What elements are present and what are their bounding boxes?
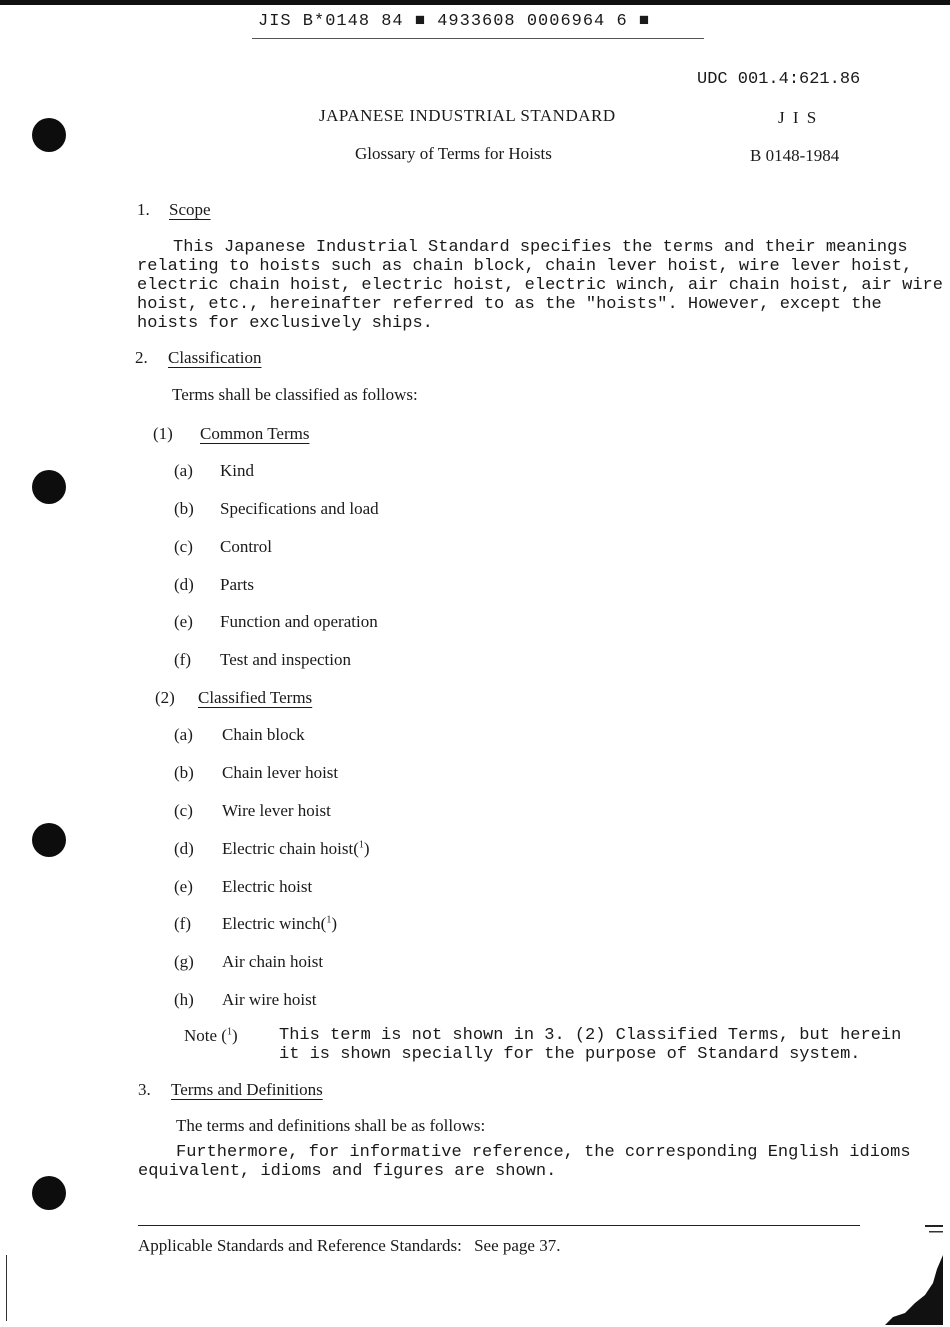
section-3-heading: Terms and Definitions — [171, 1080, 323, 1099]
section-2-number: 2. — [135, 348, 148, 367]
list-item-label: Chain block — [222, 725, 305, 744]
punch-hole — [32, 823, 66, 857]
group-2-heading: Classified Terms — [198, 688, 313, 707]
list-item-label-text: Electric chain hoist( — [222, 839, 359, 858]
list-item-letter: (b) — [174, 499, 194, 518]
group-2-number: (2) — [155, 688, 175, 707]
list-item-letter: (d) — [174, 575, 194, 594]
list-item-letter: (a) — [174, 461, 193, 480]
list-item-label: Function and operation — [220, 612, 378, 631]
list-item-letter: (d) — [174, 839, 194, 858]
standard-title: JAPANESE INDUSTRIAL STANDARD — [319, 106, 616, 125]
footer-reference — [138, 1236, 560, 1256]
header-code: JIS B*0148 84 ■ 4933608 0006964 6 ■ — [258, 12, 651, 31]
list-item-letter: (h) — [174, 990, 194, 1009]
header-code-underline — [252, 38, 704, 39]
note-line: it is shown specially for the purpose of Standard system. — [279, 1045, 861, 1064]
note-line: This term is not shown in 3. (2) Classified Terms, but herein — [279, 1026, 902, 1045]
document-number: B 0148-1984 — [750, 146, 840, 165]
section-2-heading: Classification — [168, 348, 262, 367]
terms-line: equivalent, idioms and figures are shown. — [138, 1162, 557, 1181]
list-item-label: Test and inspection — [220, 650, 352, 669]
list-item-label: Air wire hoist — [222, 990, 317, 1009]
list-item-label — [222, 839, 370, 859]
scope-line: This Japanese Industrial Standard specifies the terms and their meanings — [173, 238, 908, 257]
scan-corner-smudge — [885, 1225, 945, 1325]
scan-edge-line — [6, 1255, 7, 1321]
jis-mark: J I S — [778, 108, 819, 127]
section-1-heading: Scope — [169, 200, 211, 219]
list-item-letter: (c) — [174, 537, 193, 556]
list-item-letter: (c) — [174, 801, 193, 820]
section-1-number: 1. — [137, 200, 150, 219]
list-item-label — [222, 914, 337, 934]
terms-intro: The terms and definitions shall be as follows: — [176, 1116, 486, 1135]
list-item-label-text: Electric winch( — [222, 914, 327, 933]
note-label-text: Note ( — [184, 1026, 227, 1045]
list-item-label: Control — [220, 537, 272, 556]
list-item-letter: (b) — [174, 763, 194, 782]
terms-line: Furthermore, for informative reference, the corresponding English idioms — [176, 1143, 911, 1162]
classification-intro: Terms shall be classified as follows: — [172, 385, 418, 404]
scope-line: electric chain hoist, electric hoist, electric winch, air chain hoist, air wire — [137, 276, 943, 295]
footer-rule — [138, 1225, 860, 1226]
footnote-marker: 1 — [358, 839, 364, 851]
punch-hole — [32, 1176, 66, 1210]
list-item-label: Specifications and load — [220, 499, 379, 518]
scope-line: relating to hoists such as chain block, chain lever hoist, wire lever hoist, — [137, 257, 913, 276]
list-item-letter: (e) — [174, 877, 193, 896]
scan-top-border — [0, 0, 950, 5]
punch-hole — [32, 118, 66, 152]
list-item-label-close: ) — [331, 914, 337, 933]
note-marker: 1 — [226, 1026, 232, 1038]
note-label — [184, 1026, 238, 1046]
scope-paragraph — [137, 238, 943, 333]
list-item-label: Parts — [220, 575, 254, 594]
scope-line: hoist, etc., hereinafter referred to as the "hoists". However, except the — [137, 295, 882, 314]
document-title: Glossary of Terms for Hoists — [355, 144, 552, 163]
scope-line: hoists for exclusively ships. — [137, 314, 433, 333]
list-item-label: Chain lever hoist — [222, 763, 339, 782]
udc-code: UDC 001.4:621.86 — [697, 70, 861, 89]
footer-text: Applicable Standards and Reference Standards: — [138, 1236, 462, 1255]
list-item-letter: (e) — [174, 612, 193, 631]
list-item-letter: (f) — [174, 650, 191, 669]
punch-hole — [32, 470, 66, 504]
list-item-letter: (a) — [174, 725, 193, 744]
list-item-label: Kind — [220, 461, 254, 480]
list-item-label-close: ) — [363, 839, 370, 858]
terms-paragraph — [138, 1143, 911, 1181]
list-item-label: Air chain hoist — [222, 952, 324, 971]
list-item-label: Electric hoist — [222, 877, 313, 896]
list-item-label: Wire lever hoist — [222, 801, 331, 820]
footnote-marker: 1 — [326, 914, 332, 926]
list-item-letter: (g) — [174, 952, 194, 971]
group-1-heading: Common Terms — [200, 424, 310, 443]
list-item-letter: (f) — [174, 914, 191, 933]
footer-page-ref: See page 37. — [474, 1236, 561, 1255]
note-text — [279, 1026, 901, 1064]
section-3-number: 3. — [138, 1080, 151, 1099]
group-1-number: (1) — [153, 424, 173, 443]
note-label-close: ) — [231, 1026, 238, 1045]
